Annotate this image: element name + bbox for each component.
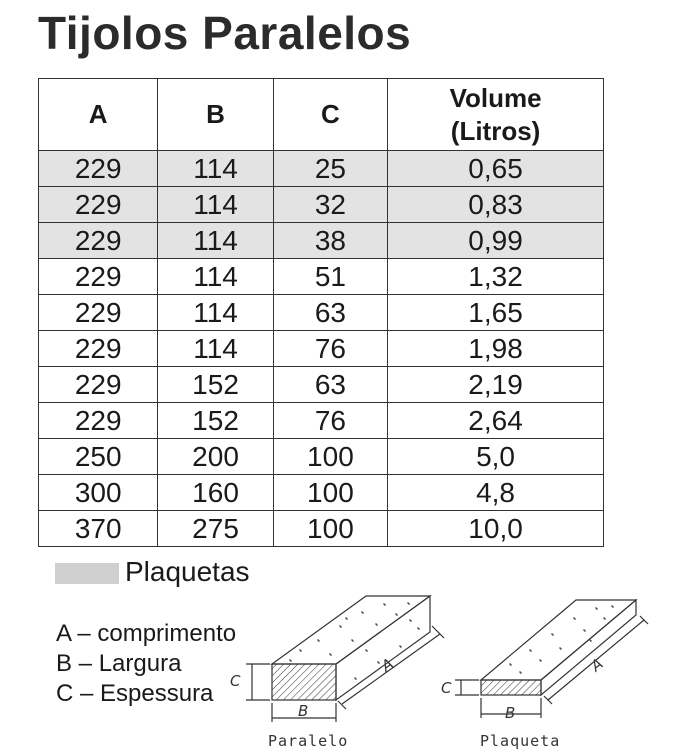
- plaqueta-label-b: B: [505, 704, 516, 722]
- cell-volume: 10,0: [388, 511, 604, 547]
- cell-volume: 4,8: [388, 475, 604, 511]
- cell-b: 160: [158, 475, 273, 511]
- cell-volume: 0,83: [388, 187, 604, 223]
- cell-volume: 2,19: [388, 367, 604, 403]
- plaquetas-legend-label: Plaquetas: [125, 556, 250, 587]
- cell-c: 100: [273, 511, 387, 547]
- paralelo-label-a: A: [377, 654, 397, 676]
- cell-c: 25: [273, 151, 387, 187]
- cell-volume: 2,64: [388, 403, 604, 439]
- cell-volume: 1,65: [388, 295, 604, 331]
- header-volume-line1: Volume: [449, 82, 542, 113]
- cell-a: 229: [39, 295, 158, 331]
- cell-a: 229: [39, 259, 158, 295]
- cell-volume: 0,65: [388, 151, 604, 187]
- definition-c: C – Espessura: [56, 680, 214, 707]
- cell-c: 51: [273, 259, 387, 295]
- cell-b: 200: [158, 439, 273, 475]
- cell-b: 152: [158, 367, 273, 403]
- plaqueta-drawing: [455, 600, 648, 718]
- cell-b: 114: [158, 187, 273, 223]
- cell-a: 229: [39, 403, 158, 439]
- cell-b: 114: [158, 331, 273, 367]
- paralelo-caption: Paralelo: [268, 732, 349, 750]
- cell-a: 229: [39, 151, 158, 187]
- plaqueta-label-a: A: [587, 654, 607, 676]
- header-c: C: [273, 79, 387, 151]
- cell-c: 76: [273, 331, 387, 367]
- cell-c: 100: [273, 439, 387, 475]
- cell-volume: 5,0: [388, 439, 604, 475]
- cell-a: 229: [39, 187, 158, 223]
- cell-volume: 1,98: [388, 331, 604, 367]
- header-volume-line2: (Litros): [450, 115, 541, 146]
- paralelo-label-b: B: [298, 702, 309, 720]
- cell-b: 114: [158, 295, 273, 331]
- cell-c: 63: [273, 295, 387, 331]
- plaqueta-front-face: [481, 680, 541, 695]
- cell-c: 63: [273, 367, 387, 403]
- header-a: A: [39, 79, 158, 151]
- cell-a: 300: [39, 475, 158, 511]
- cell-a: 250: [39, 439, 158, 475]
- cell-b: 114: [158, 151, 273, 187]
- cell-b: 114: [158, 259, 273, 295]
- plaqueta-top-face: [481, 600, 636, 680]
- cell-a: 370: [39, 511, 158, 547]
- plaqueta-caption: Plaqueta: [480, 732, 561, 750]
- header-b: B: [158, 79, 273, 151]
- cell-c: 38: [273, 223, 387, 259]
- cell-c: 100: [273, 475, 387, 511]
- cell-a: 229: [39, 223, 158, 259]
- cell-c: 32: [273, 187, 387, 223]
- plaqueta-label-c: C: [441, 679, 452, 697]
- paralelo-side-face: [336, 596, 430, 700]
- cell-volume: 0,99: [388, 223, 604, 259]
- page-title: Tijolos Paralelos: [38, 7, 412, 59]
- cell-a: 229: [39, 367, 158, 403]
- definition-b: B – Largura: [56, 650, 182, 677]
- cell-b: 114: [158, 223, 273, 259]
- cell-volume: 1,32: [388, 259, 604, 295]
- cell-b: 152: [158, 403, 273, 439]
- plaqueta-side-face: [541, 600, 636, 695]
- paralelo-label-c: C: [230, 672, 241, 690]
- paralelo-front-face: [272, 664, 336, 700]
- cell-b: 275: [158, 511, 273, 547]
- definition-a: A – comprimento: [56, 620, 237, 647]
- paralelo-drawing: [246, 596, 444, 722]
- cell-c: 76: [273, 403, 387, 439]
- cell-a: 229: [39, 331, 158, 367]
